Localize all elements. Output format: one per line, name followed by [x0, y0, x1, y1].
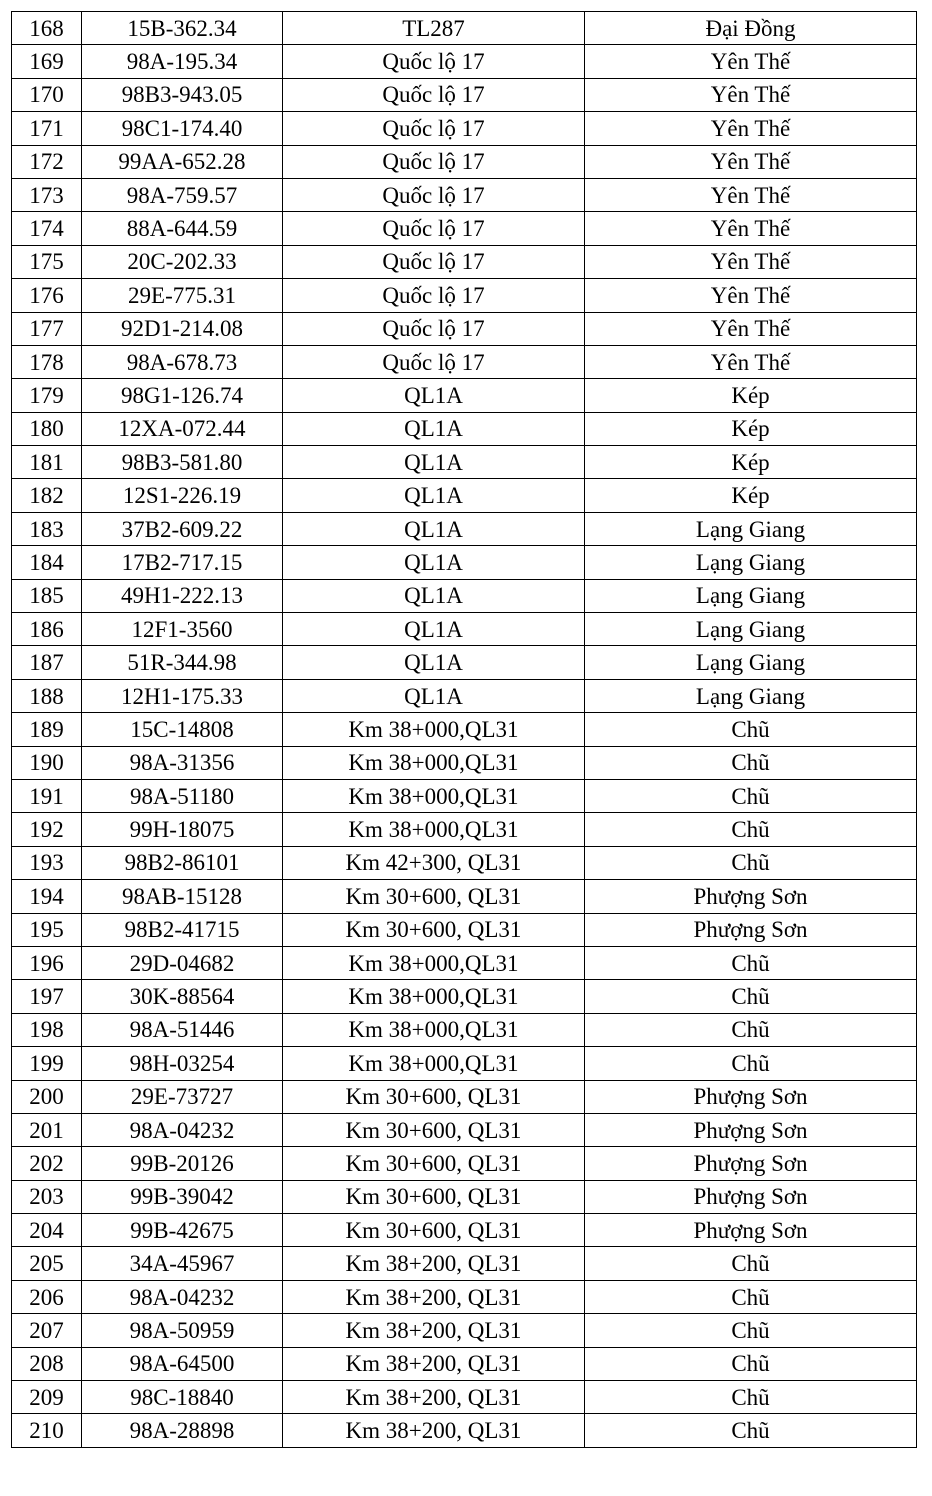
area-name-cell: Chũ [585, 779, 917, 812]
area-name-cell: Yên Thế [585, 279, 917, 312]
row-number-cell: 181 [12, 446, 82, 479]
row-number-cell: 198 [12, 1013, 82, 1046]
area-name-cell: Chũ [585, 813, 917, 846]
row-number-cell: 196 [12, 946, 82, 979]
license-plate-cell: 98B2-86101 [82, 846, 283, 879]
table-row [12, 1147, 917, 1180]
area-name-cell: Kép [585, 479, 917, 512]
table-row [12, 846, 917, 879]
area-name-cell: Chũ [585, 1314, 917, 1347]
area-name-cell: Lạng Giang [585, 679, 917, 712]
row-number-cell: 169 [12, 45, 82, 78]
road-location-cell: Km 38+000,QL31 [283, 1013, 585, 1046]
row-number-cell: 191 [12, 779, 82, 812]
road-location-cell: Km 42+300, QL31 [283, 846, 585, 879]
road-location-cell: Km 30+600, QL31 [283, 1080, 585, 1113]
area-name-cell: Yên Thế [585, 78, 917, 111]
license-plate-cell: 98A-31356 [82, 746, 283, 779]
road-location-cell: Km 30+600, QL31 [283, 1180, 585, 1213]
table-row [12, 479, 917, 512]
table-row [12, 1314, 917, 1347]
area-name-cell: Phượng Sơn [585, 1080, 917, 1113]
row-number-cell: 210 [12, 1414, 82, 1447]
road-location-cell: Km 30+600, QL31 [283, 913, 585, 946]
row-number-cell: 171 [12, 112, 82, 145]
road-location-cell: Km 38+000,QL31 [283, 713, 585, 746]
row-number-cell: 185 [12, 579, 82, 612]
table-row [12, 1214, 917, 1247]
area-name-cell: Chũ [585, 980, 917, 1013]
table-row [12, 212, 917, 245]
license-plate-cell: 98A-51446 [82, 1013, 283, 1046]
road-location-cell: Km 38+000,QL31 [283, 980, 585, 1013]
table-row [12, 1180, 917, 1213]
table-row [12, 713, 917, 746]
area-name-cell: Chũ [585, 1047, 917, 1080]
table-row [12, 1414, 917, 1447]
table-row [12, 1113, 917, 1146]
license-plate-cell: 15C-14808 [82, 713, 283, 746]
license-plate-cell: 37B2-609.22 [82, 512, 283, 545]
area-name-cell: Yên Thế [585, 112, 917, 145]
table-row [12, 646, 917, 679]
row-number-cell: 204 [12, 1214, 82, 1247]
table-row [12, 1280, 917, 1313]
table-row [12, 546, 917, 579]
license-plate-cell: 98A-04232 [82, 1113, 283, 1146]
license-plate-cell: 12F1-3560 [82, 613, 283, 646]
row-number-cell: 179 [12, 379, 82, 412]
table-row [12, 746, 917, 779]
license-plate-cell: 99AA-652.28 [82, 145, 283, 178]
area-name-cell: Lạng Giang [585, 646, 917, 679]
area-name-cell: Yên Thế [585, 212, 917, 245]
license-plate-cell: 99B-20126 [82, 1147, 283, 1180]
license-plate-cell: 98C-18840 [82, 1381, 283, 1414]
license-plate-cell: 88A-644.59 [82, 212, 283, 245]
table-row [12, 512, 917, 545]
table-body [12, 12, 917, 1448]
row-number-cell: 207 [12, 1314, 82, 1347]
license-plate-cell: 98B2-41715 [82, 913, 283, 946]
area-name-cell: Lạng Giang [585, 579, 917, 612]
row-number-cell: 168 [12, 12, 82, 45]
license-plate-cell: 99H-18075 [82, 813, 283, 846]
license-plate-cell: 17B2-717.15 [82, 546, 283, 579]
license-plate-cell: 34A-45967 [82, 1247, 283, 1280]
table-row [12, 412, 917, 445]
license-plate-cell: 98A-759.57 [82, 178, 283, 211]
license-plate-cell: 98A-50959 [82, 1314, 283, 1347]
road-location-cell: QL1A [283, 579, 585, 612]
row-number-cell: 209 [12, 1381, 82, 1414]
license-plate-cell: 99B-39042 [82, 1180, 283, 1213]
road-location-cell: Km 38+000,QL31 [283, 1047, 585, 1080]
road-location-cell: Quốc lộ 17 [283, 312, 585, 345]
license-plate-cell: 99B-42675 [82, 1214, 283, 1247]
road-location-cell: QL1A [283, 479, 585, 512]
table-row [12, 1080, 917, 1113]
area-name-cell: Chũ [585, 946, 917, 979]
table-row [12, 579, 917, 612]
area-name-cell: Phượng Sơn [585, 1180, 917, 1213]
row-number-cell: 173 [12, 178, 82, 211]
area-name-cell: Yên Thế [585, 312, 917, 345]
license-plate-cell: 12H1-175.33 [82, 679, 283, 712]
license-plate-cell: 29D-04682 [82, 946, 283, 979]
area-name-cell: Yên Thế [585, 45, 917, 78]
table-row [12, 312, 917, 345]
table-row [12, 1247, 917, 1280]
table-row [12, 980, 917, 1013]
license-plate-cell: 92D1-214.08 [82, 312, 283, 345]
license-plate-cell: 98A-28898 [82, 1414, 283, 1447]
license-plate-cell: 98A-678.73 [82, 345, 283, 378]
row-number-cell: 183 [12, 512, 82, 545]
row-number-cell: 177 [12, 312, 82, 345]
table-row [12, 12, 917, 45]
row-number-cell: 182 [12, 479, 82, 512]
row-number-cell: 203 [12, 1180, 82, 1213]
row-number-cell: 186 [12, 613, 82, 646]
license-plate-cell: 20C-202.33 [82, 245, 283, 278]
table-row [12, 446, 917, 479]
road-location-cell: Km 38+200, QL31 [283, 1347, 585, 1380]
license-plate-cell: 51R-344.98 [82, 646, 283, 679]
license-plate-cell: 98C1-174.40 [82, 112, 283, 145]
row-number-cell: 170 [12, 78, 82, 111]
area-name-cell: Chũ [585, 1247, 917, 1280]
road-location-cell: Km 38+000,QL31 [283, 779, 585, 812]
table-row [12, 946, 917, 979]
area-name-cell: Kép [585, 446, 917, 479]
road-location-cell: QL1A [283, 646, 585, 679]
license-plate-cell: 98A-04232 [82, 1280, 283, 1313]
license-plate-cell: 98A-64500 [82, 1347, 283, 1380]
table-row [12, 880, 917, 913]
table-row [12, 279, 917, 312]
road-location-cell: Km 30+600, QL31 [283, 1113, 585, 1146]
area-name-cell: Chũ [585, 746, 917, 779]
license-plate-cell: 98AB-15128 [82, 880, 283, 913]
area-name-cell: Lạng Giang [585, 546, 917, 579]
table-row [12, 345, 917, 378]
table-row [12, 1047, 917, 1080]
table-row [12, 679, 917, 712]
table-row [12, 245, 917, 278]
row-number-cell: 174 [12, 212, 82, 245]
road-location-cell: Km 38+000,QL31 [283, 946, 585, 979]
row-number-cell: 178 [12, 345, 82, 378]
road-location-cell: QL1A [283, 613, 585, 646]
license-plate-cell: 98G1-126.74 [82, 379, 283, 412]
table-row [12, 779, 917, 812]
road-location-cell: QL1A [283, 512, 585, 545]
road-location-cell: Quốc lộ 17 [283, 245, 585, 278]
road-location-cell: Quốc lộ 17 [283, 279, 585, 312]
road-location-cell: Km 38+200, QL31 [283, 1247, 585, 1280]
license-plate-cell: 15B-362.34 [82, 12, 283, 45]
license-plate-cell: 98B3-943.05 [82, 78, 283, 111]
license-plate-cell: 98A-51180 [82, 779, 283, 812]
road-location-cell: Km 30+600, QL31 [283, 880, 585, 913]
row-number-cell: 199 [12, 1047, 82, 1080]
row-number-cell: 193 [12, 846, 82, 879]
road-location-cell: QL1A [283, 379, 585, 412]
road-location-cell: Quốc lộ 17 [283, 178, 585, 211]
row-number-cell: 187 [12, 646, 82, 679]
road-location-cell: QL1A [283, 412, 585, 445]
road-location-cell: Quốc lộ 17 [283, 45, 585, 78]
area-name-cell: Chũ [585, 846, 917, 879]
license-plate-cell: 12S1-226.19 [82, 479, 283, 512]
area-name-cell: Chũ [585, 1414, 917, 1447]
row-number-cell: 188 [12, 679, 82, 712]
road-location-cell: QL1A [283, 679, 585, 712]
row-number-cell: 184 [12, 546, 82, 579]
area-name-cell: Yên Thế [585, 178, 917, 211]
table-row [12, 379, 917, 412]
row-number-cell: 202 [12, 1147, 82, 1180]
table-row [12, 1347, 917, 1380]
road-location-cell: Quốc lộ 17 [283, 345, 585, 378]
area-name-cell: Chũ [585, 1013, 917, 1046]
road-location-cell: Quốc lộ 17 [283, 112, 585, 145]
area-name-cell: Yên Thế [585, 345, 917, 378]
area-name-cell: Yên Thế [585, 145, 917, 178]
road-location-cell: QL1A [283, 446, 585, 479]
road-location-cell: Quốc lộ 17 [283, 212, 585, 245]
road-location-cell: Km 38+000,QL31 [283, 813, 585, 846]
row-number-cell: 201 [12, 1113, 82, 1146]
road-location-cell: QL1A [283, 546, 585, 579]
table-row [12, 913, 917, 946]
row-number-cell: 195 [12, 913, 82, 946]
table-row [12, 112, 917, 145]
row-number-cell: 197 [12, 980, 82, 1013]
area-name-cell: Kép [585, 412, 917, 445]
table-row [12, 1381, 917, 1414]
row-number-cell: 175 [12, 245, 82, 278]
license-plate-cell: 98B3-581.80 [82, 446, 283, 479]
area-name-cell: Phượng Sơn [585, 1147, 917, 1180]
area-name-cell: Chũ [585, 1381, 917, 1414]
license-plate-cell: 30K-88564 [82, 980, 283, 1013]
row-number-cell: 192 [12, 813, 82, 846]
row-number-cell: 180 [12, 412, 82, 445]
road-location-cell: Km 30+600, QL31 [283, 1147, 585, 1180]
area-name-cell: Phượng Sơn [585, 1214, 917, 1247]
row-number-cell: 208 [12, 1347, 82, 1380]
table-row [12, 613, 917, 646]
road-location-cell: Quốc lộ 17 [283, 78, 585, 111]
license-plate-cell: 98H-03254 [82, 1047, 283, 1080]
area-name-cell: Kép [585, 379, 917, 412]
road-location-cell: Km 38+200, QL31 [283, 1280, 585, 1313]
license-plate-cell: 98A-195.34 [82, 45, 283, 78]
table-row [12, 145, 917, 178]
road-location-cell: Quốc lộ 17 [283, 145, 585, 178]
row-number-cell: 194 [12, 880, 82, 913]
area-name-cell: Phượng Sơn [585, 880, 917, 913]
area-name-cell: Yên Thế [585, 245, 917, 278]
row-number-cell: 176 [12, 279, 82, 312]
license-plate-cell: 29E-775.31 [82, 279, 283, 312]
row-number-cell: 205 [12, 1247, 82, 1280]
area-name-cell: Đại Đồng [585, 12, 917, 45]
row-number-cell: 206 [12, 1280, 82, 1313]
area-name-cell: Chũ [585, 1280, 917, 1313]
road-location-cell: Km 30+600, QL31 [283, 1214, 585, 1247]
table-row [12, 45, 917, 78]
row-number-cell: 189 [12, 713, 82, 746]
license-plate-cell: 29E-73727 [82, 1080, 283, 1113]
area-name-cell: Chũ [585, 713, 917, 746]
road-location-cell: Km 38+200, QL31 [283, 1314, 585, 1347]
table-row [12, 78, 917, 111]
area-name-cell: Lạng Giang [585, 613, 917, 646]
table-row [12, 813, 917, 846]
road-location-cell: Km 38+200, QL31 [283, 1414, 585, 1447]
area-name-cell: Phượng Sơn [585, 913, 917, 946]
row-number-cell: 172 [12, 145, 82, 178]
area-name-cell: Phượng Sơn [585, 1113, 917, 1146]
vehicle-violation-table [11, 11, 917, 1448]
road-location-cell: Km 38+000,QL31 [283, 746, 585, 779]
license-plate-cell: 12XA-072.44 [82, 412, 283, 445]
table-row [12, 1013, 917, 1046]
road-location-cell: TL287 [283, 12, 585, 45]
table-row [12, 178, 917, 211]
road-location-cell: Km 38+200, QL31 [283, 1381, 585, 1414]
area-name-cell: Lạng Giang [585, 512, 917, 545]
row-number-cell: 200 [12, 1080, 82, 1113]
row-number-cell: 190 [12, 746, 82, 779]
area-name-cell: Chũ [585, 1347, 917, 1380]
license-plate-cell: 49H1-222.13 [82, 579, 283, 612]
